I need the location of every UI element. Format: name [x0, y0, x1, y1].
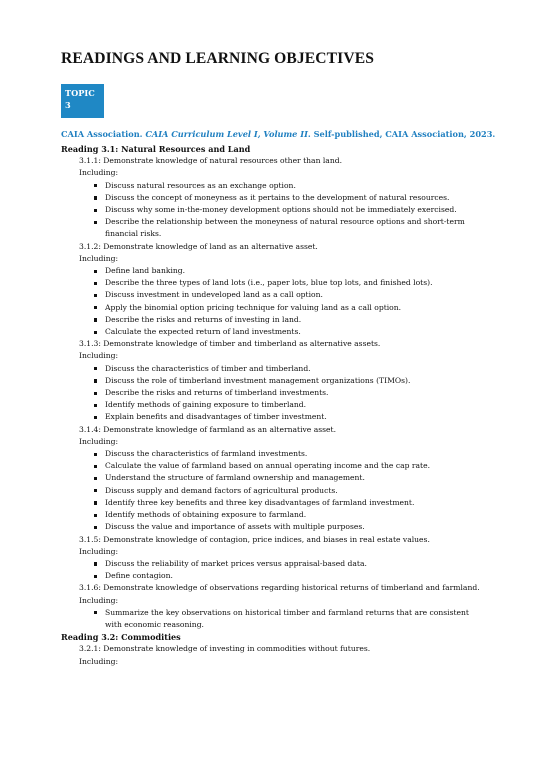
learning-objective: 3.1.4: Demonstrate knowledge of farmland as an alternative asset.: [79, 424, 336, 434]
source-book-title: CAIA Curriculum Level I, Volume II: [145, 129, 308, 139]
bullet-item: Discuss the value and importance of assets with multiple purposes.: [105, 521, 481, 533]
objective-bullets: [61, 558, 481, 582]
source-citation: [61, 129, 495, 139]
including-label: Including:: [79, 656, 119, 666]
bullet-item: Discuss the reliability of market prices versus appraisal-based data.: [105, 558, 481, 570]
topic-badge: [61, 84, 104, 118]
bullet-item: Describe the risks and returns of timberland investments.: [105, 387, 481, 399]
learning-objective: 3.1.5: Demonstrate knowledge of contagion, price indices, and biases in real estate values.: [79, 534, 430, 544]
bullet-item: Describe the risks and returns of investing in land.: [105, 314, 481, 326]
bullet-item: Understand the structure of farmland ownership and management.: [105, 472, 481, 484]
learning-objective: 3.2.1: Demonstrate knowledge of investing in commodities without futures.: [79, 644, 371, 654]
objective-bullets: [61, 448, 481, 533]
bullet-item: Apply the binomial option pricing technique for valuing land as a call option.: [105, 302, 481, 314]
including-label: Including:: [79, 595, 119, 605]
including-label: Including:: [79, 253, 119, 263]
bullet-item: Discuss the role of timberland investment management organizations (TIMOs).: [105, 375, 481, 387]
learning-objective: 3.1.2: Demonstrate knowledge of land as an alternative asset.: [79, 241, 318, 251]
objective-bullets: [61, 363, 481, 424]
topic-label: TOPIC: [65, 88, 95, 98]
bullet-item: Discuss the characteristics of farmland investments.: [105, 448, 481, 460]
bullet-item: Define land banking.: [105, 265, 481, 277]
bullet-item: Describe the three types of land lots (i.e., paper lots, blue top lots, and finished lots).: [105, 277, 481, 289]
bullet-item: Identify three key benefits and three key disadvantages of farmland investment.: [105, 497, 481, 509]
learning-objective: 3.1.3: Demonstrate knowledge of timber and timberland as alternative assets.: [79, 339, 381, 349]
learning-objective: 3.1.6: Demonstrate knowledge of observations regarding historical returns of timberland and farmland.: [79, 583, 480, 593]
topic-number: 3: [65, 99, 71, 110]
including-label: Including:: [79, 436, 119, 446]
objective-bullets: [61, 265, 481, 338]
bullet-item: Summarize the key observations on historical timber and farmland returns that are consistent with economic reasoning.: [105, 607, 481, 631]
bullet-item: Calculate the value of farmland based on annual operating income and the cap rate.: [105, 460, 481, 472]
learning-objective: 3.1.1: Demonstrate knowledge of natural resources other than land.: [79, 156, 342, 166]
source-prefix: CAIA Association.: [61, 129, 146, 139]
bullet-item: Discuss the characteristics of timber and timberland.: [105, 363, 481, 375]
bullet-item: Discuss natural resources as an exchange option.: [105, 180, 481, 192]
page-title: READINGS AND LEARNING OBJECTIVES: [61, 50, 374, 67]
source-suffix: . Self-published, CAIA Association, 2023.: [307, 129, 496, 139]
including-label: Including:: [79, 351, 119, 361]
bullet-item: Discuss supply and demand factors of agricultural products.: [105, 485, 481, 497]
bullet-item: Describe the relationship between the moneyness of natural resource options and short-term financial risks.: [105, 216, 481, 240]
objective-bullets: [61, 607, 481, 631]
bullet-item: Discuss why some in-the-money development options should not be immediately exercised.: [105, 204, 481, 216]
bullet-item: Discuss investment in undeveloped land as a call option.: [105, 289, 481, 301]
bullet-item: Identify methods of gaining exposure to timberland.: [105, 399, 481, 411]
objective-bullets: [61, 180, 481, 241]
bullet-item: Identify methods of obtaining exposure to farmland.: [105, 509, 481, 521]
reading-heading: Reading 3.2: Commodities: [61, 632, 181, 643]
including-label: Including:: [79, 168, 119, 178]
bullet-item: Define contagion.: [105, 570, 481, 582]
bullet-item: Explain benefits and disadvantages of timber investment.: [105, 411, 481, 423]
bullet-item: Discuss the concept of moneyness as it pertains to the development of natural resources.: [105, 192, 481, 204]
bullet-item: Calculate the expected return of land investments.: [105, 326, 481, 338]
reading-heading: Reading 3.1: Natural Resources and Land: [61, 144, 251, 154]
readings-list: [61, 143, 481, 668]
including-label: Including:: [79, 546, 119, 556]
